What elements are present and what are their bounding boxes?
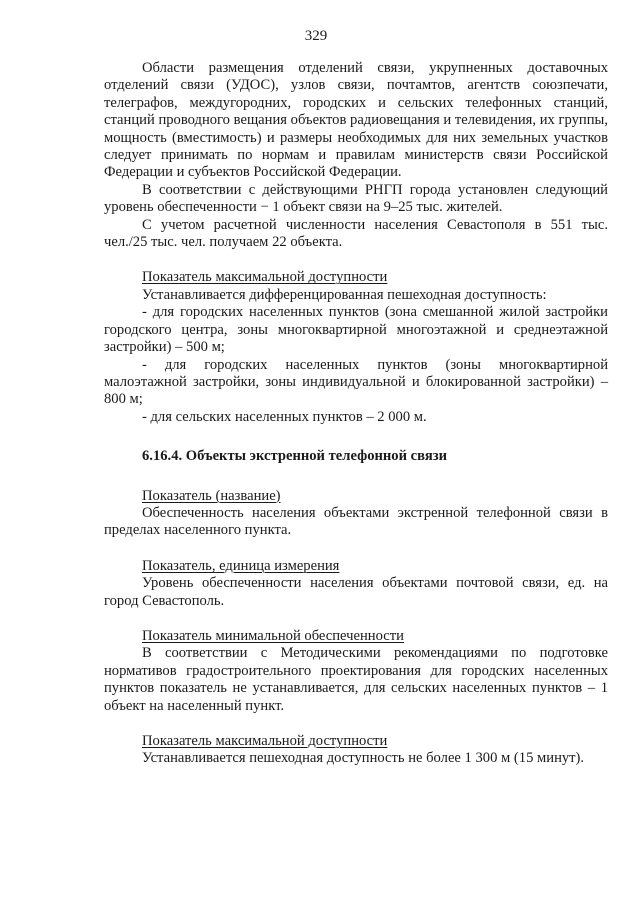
paragraph-min-provision: В соответствии с Методическими рекомендациями по подготовке нормативов градостроительного проектирования для городских населенных пунктов показатель не устанавливается, для сельских населенных пунктов – 1 объект на населенный пункт. [104, 645, 608, 714]
heading-min-provision: Показатель минимальной обеспеченности [142, 627, 404, 644]
heading-max-accessibility: Показатель максимальной доступности [142, 269, 388, 286]
heading-max-accessibility-2: Показатель максимальной доступности [142, 733, 388, 749]
list-item-urban-center: - для городских населенных пунктов (зона смешанной жилой застройки городского центра, зоны многоквартирной многоэтажной и среднеэтажной застройки) – 500 м; [104, 304, 608, 356]
paragraph-calculation: С учетом расчетной численности населения Севастополя в 551 тыс. чел./25 тыс. чел. получаем 22 объекта. [104, 216, 608, 251]
paragraph-max-accessibility-2: Устанавливается пешеходная доступность не более 1 300 м (15 минут). [142, 750, 585, 767]
heading-indicator-unit: Показатель, единица измерения [142, 557, 340, 574]
paragraph-indicator-unit: Уровень обеспеченности населения объектами почтовой связи, ед. на город Севастополь. [104, 575, 608, 609]
heading-indicator-name: Показатель (название) [142, 487, 281, 504]
list-item-urban-lowrise: - для городских населенных пунктов (зоны многоквартирной малоэтажной застройки, зоны индивидуальной и блокированной застройки) – 800 м; [104, 356, 608, 408]
paragraph-provision-level: В соответствии с действующими РНГП города установлен следующий уровень обеспеченности − 1 объект связи на 9–25 тыс. жителей. [104, 181, 608, 216]
paragraph-communication-placement: Области размещения отделений связи, укрупненных доставочных отделений связи (УДОС), узлов связи, почтамтов, агентств союзпечати, телеграфов, междугородних, городских и сельских телефонных станций, станций проводного вещания объектов радиовещания и телевидения, их группы, мощность (вместимость) и размеры необходимых для них земельных участков следует принимать по нормам и правилам министерств связи Российской Федерации и субъектов Российской Федерации. [104, 60, 608, 181]
page-content [104, 60, 608, 768]
paragraph-accessibility-intro: Устанавливается дифференцированная пешеходная доступность: [142, 286, 547, 303]
list-item-rural: - для сельских населенных пунктов – 2 000 м. [142, 408, 427, 425]
page-number: 329 [304, 28, 328, 44]
paragraph-indicator-name: Обеспеченность населения объектами экстренной телефонной связи в пределах населенного пункта. [104, 504, 608, 539]
section-title: 6.16.4. Объекты экстренной телефонной связи [142, 448, 448, 465]
